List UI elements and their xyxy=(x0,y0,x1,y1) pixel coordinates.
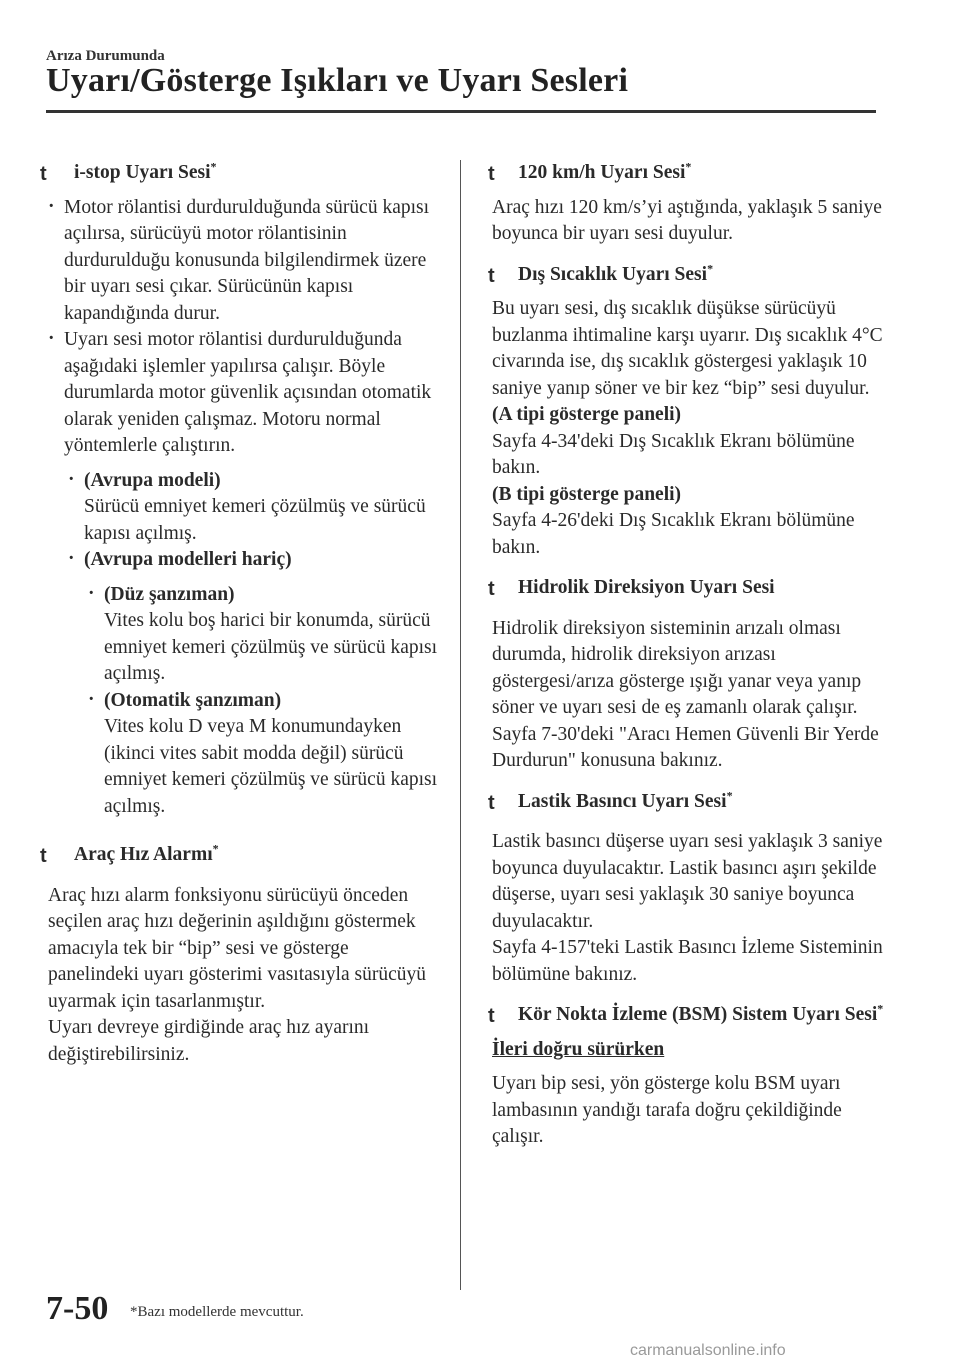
paragraph: Sayfa 7-30'deki "Aracı Hemen Güvenli Bir Yerde Durdurun" konusuna bakınız. xyxy=(492,723,879,771)
section-marker-icon: t xyxy=(488,791,495,814)
watermark: carmanualsonline.info xyxy=(630,1342,786,1359)
istop-sublist xyxy=(48,468,438,574)
section-heading-outside-temp: t Dış Sıcaklık Uyarı Sesi* xyxy=(492,262,892,289)
header-divider xyxy=(46,110,876,113)
section-marker-icon: t xyxy=(488,163,495,185)
left-column xyxy=(40,159,438,1068)
section-marker-icon: t xyxy=(488,578,495,600)
paragraph: Hidrolik direksiyon sisteminin arızalı olması durumda, hidrolik direksiyon arızası göstergesi/arıza gösterge ışığı yanar veya yanıp söner ve uyarı sesi de eş zamanlı olarak çalışır. xyxy=(492,617,862,718)
section-heading-hydraulic: t Hidrolik Direksiyon Uyarı Sesi xyxy=(492,575,892,602)
asterisk-mark: * xyxy=(707,261,714,275)
right-column xyxy=(488,159,892,1151)
asterisk-mark: * xyxy=(210,159,217,174)
asterisk-mark: * xyxy=(877,1001,884,1016)
page-title: Uyarı/Gösterge Işıkları ve Uyarı Sesleri xyxy=(46,62,629,99)
asterisk-mark: * xyxy=(212,841,219,856)
paragraph: Sayfa 4-34'deki Dış Sıcaklık Ekranı bölümüne bakın. xyxy=(492,430,855,478)
section-heading-istop: t i-stop Uyarı Sesi* xyxy=(48,160,438,187)
subheading: (B tipi gösterge paneli) xyxy=(492,483,682,505)
istop-subsublist xyxy=(48,582,438,821)
footnote: *Bazı modellerde mevcuttur. xyxy=(130,1304,304,1320)
list-item: · (Otomatik şanzıman) Vites kolu D veya M konumundayken (ikinci vites sabit modda değil) sürücü emniyet kemeri çözülmüş ve sürücü kapısı açılmış. xyxy=(88,688,438,821)
asterisk-mark: * xyxy=(726,788,733,802)
paragraph: Araç hızı alarm fonksiyonu sürücüyü önceden seçilen araç hızı değerinin aşıldığını göstermek amacıyla tek bir “bip” sesi ve gösterge panelindeki uyarı gösterimi vasıtasıyla sürücüyü uyarmak için tasarlanmıştır. xyxy=(48,884,426,1012)
page-number: 7-50 xyxy=(46,1290,109,1327)
istop-list xyxy=(48,195,438,460)
list-item: · (Avrupa modeli) Sürücü emniyet kemeri çözülmüş ve sürücü kapısı açılmış. xyxy=(68,468,438,548)
section-marker-icon: t xyxy=(488,1005,495,1027)
list-item: · (Avrupa modelleri hariç) xyxy=(68,547,438,574)
paragraph: Uyarı devreye girdiğinde araç hız ayarını değiştirebilirsiniz. xyxy=(48,1017,370,1065)
subheading: İleri doğru sürürken xyxy=(492,1038,665,1060)
paragraph: Sayfa 4-26'deki Dış Sıcaklık Ekranı bölümüne bakın. xyxy=(492,510,855,558)
section-heading-120kmh: t 120 km/h Uyarı Sesi* xyxy=(492,160,892,187)
chapter-label: Arıza Durumunda xyxy=(46,48,165,64)
paragraph: Bu uyarı sesi, dış sıcaklık düşükse sürücüyü buzlanma ihtimaline karşı uyarır. Dış sıcaklık 4°C civarında ise, dış sıcaklık göstergesi yaklaşık 10 saniye yanıp söner ve bir kez “bip” sesi duyulur. xyxy=(492,298,883,399)
list-item: · Uyarı sesi motor rölantisi durdurulduğunda aşağıdaki işlemler yapılırsa çalışır. Böyle durumlarda motor güvenlik açısından otomatik olarak yeniden çalışmaz. Motoru normal yöntemlerle çalıştırın. xyxy=(48,327,438,460)
subheading: (A tipi gösterge paneli) xyxy=(492,404,682,425)
paragraph: Araç hızı 120 km/s’yi aştığında, yaklaşık 5 saniye boyunca bir uyarı sesi duyulur. xyxy=(492,196,882,244)
section-heading-speed-alarm: t Araç Hız Alarmı* xyxy=(48,842,438,869)
section-marker-icon: t xyxy=(40,845,47,867)
section-marker-icon: t xyxy=(488,264,495,287)
list-item: · Motor rölantisi durdurulduğunda sürücü kapısı açılırsa, sürücüyü motor rölantisinin durdurulduğu konusunda bilgilendirmek üzere bir uyarı sesi çıkar. Sürücünün kapısı kapandığında durur. xyxy=(48,195,438,328)
paragraph: Lastik basıncı düşerse uyarı sesi yaklaşık 3 saniye boyunca duyulacaktır. Lastik basıncı aşırı şekilde düşerse, uyarı sesi yaklaşık 30 saniye boyunca duyulacaktır. xyxy=(492,831,883,932)
list-item: · (Düz şanzıman) Vites kolu boş harici bir konumda, sürücü emniyet kemeri çözülmüş ve sürücü kapısı açılmış. xyxy=(88,582,438,688)
section-marker-icon: t xyxy=(40,163,47,185)
paragraph: Sayfa 4-157'teki Lastik Basıncı İzleme Sisteminin bölümüne bakınız. xyxy=(492,937,883,985)
asterisk-mark: * xyxy=(685,159,692,174)
column-divider xyxy=(460,160,461,1290)
paragraph: Uyarı bip sesi, yön gösterge kolu BSM uyarı lambasının yandığı tarafa doğru çekildiğinde çalışır. xyxy=(492,1073,842,1147)
section-heading-tire: t Lastik Basıncı Uyarı Sesi* xyxy=(492,789,892,816)
section-heading-bsm: t Kör Nokta İzleme (BSM) Sistem Uyarı Sesi* xyxy=(492,1002,892,1029)
